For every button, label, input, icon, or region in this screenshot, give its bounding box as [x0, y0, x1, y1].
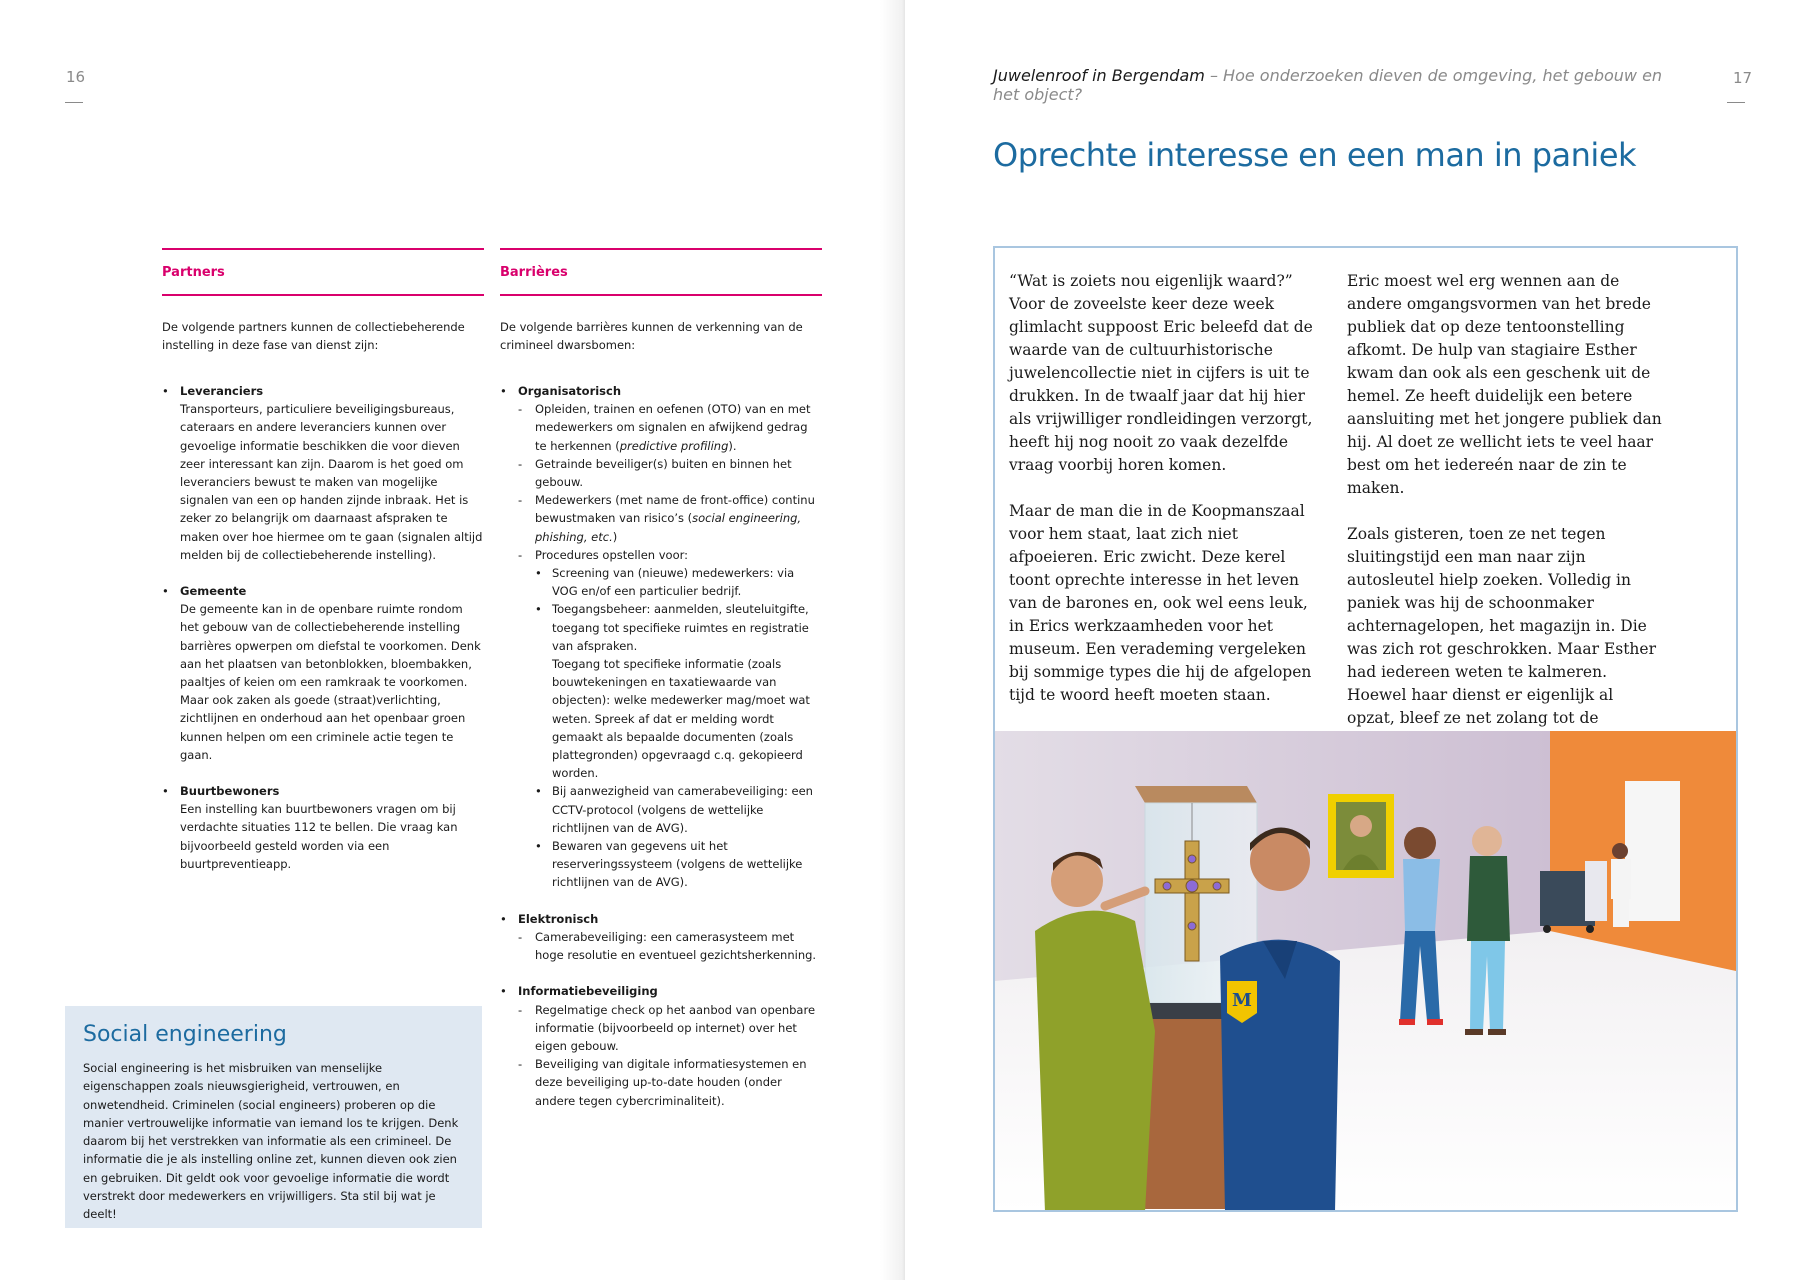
right-page	[905, 0, 1810, 1280]
partners-list	[162, 382, 484, 873]
list-item	[162, 782, 484, 873]
page-number-rule-left	[65, 102, 83, 103]
social-engineering-text: Social engineering is het misbruiken van menselijke eigenschappen zoals nieuwsgierigheid, vertrouwen, en onwetendheid. Criminelen (social engineers) proberen op die manier vertrouwelijke informatie van iemand los te krijgen. Denk daarom bij het verstrekken van informatie als een crimineel. De informatie die je als instelling online zet, kunnen dieven ook zien en gebruiken. Dit geldt ook voor gevoelige informatie die wordt verstrekt door medewerkers en vrijwilligers. Sta stil bij wat je deelt!	[83, 1061, 459, 1222]
partners-intro: De volgende partners kunnen de collectiebeherende instelling in deze fase van dienst zijn:	[162, 320, 465, 352]
page-number-left: 16	[66, 68, 86, 86]
story-paragraph: Eric moest wel erg wennen aan de andere omgangsvormen van het brede publiek dat op deze tentoonstelling afkomt. De hulp van stagiaire Esther kwam dan ook als een geschenk uit de hemel. Ze heeft duidelijk een betere aansluiting met het jongere publiek dan hij. Al doet ze wellicht iets te veel haar best om het iedereén naar de zin te maken.	[1347, 272, 1662, 497]
page-number-rule-right	[1727, 102, 1745, 103]
list-item	[162, 582, 484, 764]
barrieres-column	[500, 248, 822, 1128]
partners-heading: Partners	[162, 264, 225, 280]
showcase-top	[1135, 786, 1257, 803]
badge-letter: M	[1232, 990, 1252, 1011]
list-item: - Camerabeveiliging: een camerasysteem met hoge resolutie en eventueel gezichtsherkenning.	[518, 928, 822, 964]
barrieres-intro: De volgende barrières kunnen de verkenning van de crimineel dwarsbomen:	[500, 320, 803, 352]
running-header	[993, 66, 1693, 104]
procedures-list	[535, 564, 822, 892]
barrier-title: • Informatiebeveiliging	[518, 984, 658, 999]
social-engineering-box	[65, 1006, 482, 1228]
barrier-sublist	[500, 1001, 822, 1110]
page-title: Oprechte interesse en een man in paniek	[993, 136, 1637, 174]
museum-illustration	[995, 731, 1736, 1212]
list-item: - Beveiliging van digitale informatiesystemen en deze beveiliging up-to-date houden (onder andere tegen cybercriminaliteit).	[518, 1055, 822, 1110]
partner-title: • Buurtbewoners	[180, 784, 280, 799]
story-paragraph: Zoals gisteren, toen ze net tegen sluitingstijd een man naar zijn autosleutel hielp zoeken. Volledig in paniek was hij de schoonmaker achternagelopen, het magazijn in. Die was zich rot geschrokken. Maar Esther had iedereen weten te kalmeren. Hoewel haar dienst er eigenlijk al opzat, bleef ze net zolang tot de	[1347, 525, 1657, 727]
story-paragraph: “Wat is zoiets nou eigenlijk waard?” Voor de zoveelste keer deze week glimlacht suppoost Eric beleefd dat de waarde van de cultuurhistorische juwelencollectie niet in cijfers is uit te drukken. In de twaalf jaar dat hij hier als vrijwilliger rondleidingen verzorgt, heeft hij nog nooit zo vaak dezelfde vraag voorbij horen komen.	[1009, 272, 1313, 474]
list-item	[500, 910, 822, 965]
running-title: Juwelenroof in Bergendam	[993, 66, 1205, 85]
list-item: • Screening van (nieuwe) medewerkers: via VOG en/of een particulier bedrijf.	[535, 564, 822, 600]
barrieres-heading: Barrières	[500, 264, 568, 280]
barrier-title: • Organisatorisch	[518, 384, 622, 398]
partner-text: Een instelling kan buurtbewoners vragen om bij verdachte situaties 112 te bellen. Die vraag kan bijvoorbeeld gesteld worden via een buurtpreventieapp.	[180, 802, 458, 871]
story-paragraph: Maar de man die in de Koopmanszaal voor hem staat, laat zich niet afpoeieren. Eric zwicht. Deze kerel toont oprechte interesse in het leven van de barones en, ook wel eens leuk, in Erics werkzaamheden voor het museum. Een verademing vergeleken bij sommige types die hij de afgelopen tijd te woord heeft moeten staan.	[1009, 502, 1312, 704]
running-subtitle: – Hoe onderzoeken dieven de omgeving, het gebouw en het object?	[993, 66, 1663, 104]
partner-title: • Leveranciers	[180, 384, 264, 398]
list-item: - Regelmatige check op het aanbod van openbare informatie (bijvoorbeeld op internet) over het eigen gebouw.	[518, 1001, 822, 1056]
list-item: - Procedures opstellen voor: • Screening van (nieuwe) medewerkers: via VOG en/of een particulier bedrijf. • Toegangsbeheer: aanmelden, sleuteluitgifte, toegang tot specifieke ruimtes en registratie van afspraken. Toegang tot specifieke informatie (zoals bouwtekeningen en taxatiewaarde van objecten): welke medewerker mag/moet wat weten. Spreek af dat er melding wordt gemaakt als bepaalde documenten (zoals plattegronden) opgevraagd c.q. gekopieerd worden. • Bij aanwezigheid van camerabeveiliging: een CCTV-protocol (volgens de wettelijke richtlijnen van de AVG). • Bewaren van gegevens uit het reserveringssysteem (volgens de wettelijke richtlijnen van de AVG).	[518, 546, 822, 892]
barrier-title: • Elektronisch	[518, 911, 599, 926]
partners-header	[162, 248, 484, 296]
barrier-sublist	[500, 400, 822, 891]
partner-text: Transporteurs, particuliere beveiligingsbureaus, cateraars en andere leveranciers kunnen over gevoelige informatie beschikken die voor dieven zeer interessant kan zijn. Daarom is het goed om leveranciers bewust te maken van mogelijke signalen van een op handen zijnde inbraak. Het is zeker zo belangrijk om daarnaast afspraken te maken over hoe hiermee om te gaan (signalen altijd melden bij de collectiebeherende instelling).	[180, 402, 483, 562]
page-number-right: 17	[1733, 69, 1753, 87]
partner-title: • Gemeente	[180, 584, 247, 599]
list-item: - Getrainde beveiliger(s) buiten en binnen het gebouw.	[518, 455, 822, 491]
list-item: • Bewaren van gegevens uit het reserveringssysteem (volgens de wettelijke richtlijnen van de AVG).	[535, 837, 822, 892]
doorway	[1625, 781, 1680, 921]
list-item: • Toegangsbeheer: aanmelden, sleuteluitgifte, toegang tot specifieke ruimtes en registratie van afspraken. Toegang tot specifieke informatie (zoals bouwtekeningen en taxatiewaarde van objecten): welke medewerker mag/moet wat weten. Spreek af dat er melding wordt gemaakt als bepaalde documenten (zoals plattegronden) opgevraagd c.q. gekopieerd worden.	[535, 600, 822, 782]
barrier-sublist	[500, 928, 822, 964]
barrieres-header	[500, 248, 822, 296]
story-column-1	[1009, 270, 1324, 730]
list-item	[500, 982, 822, 1109]
list-item: - Medewerkers (met name de front-office) continu bewustmaken van risico’s (social engineering, phishing, etc.)	[518, 491, 822, 546]
social-engineering-title: Social engineering	[83, 1022, 287, 1047]
list-item: • Bij aanwezigheid van camerabeveiliging: een CCTV-protocol (volgens de wettelijke richtlijnen van de AVG).	[535, 782, 822, 837]
partner-text: De gemeente kan in de openbare ruimte rondom het gebouw van de collectiebeherende instelling barrières opwerpen om diefstal te voorkomen. Denk aan het plaatsen van betonblokken, bloembakken, paaltjes of keien om een ramkraak te voorkomen. Maar ook zaken als goede (straat)verlichting, zichtlijnen en onderhoud aan het openbaar groen kunnen helpen om een criminele actie tegen te gaan.	[180, 602, 481, 762]
story-column-2	[1347, 270, 1662, 776]
barrieres-list	[500, 382, 822, 1110]
list-item	[500, 382, 822, 892]
partners-column	[162, 248, 484, 891]
list-item	[162, 382, 484, 564]
list-item: - Opleiden, trainen en oefenen (OTO) van en met medewerkers om signalen en afwijkend gedrag te herkennen (predictive profiling).	[518, 400, 822, 455]
story-box	[993, 246, 1738, 1212]
